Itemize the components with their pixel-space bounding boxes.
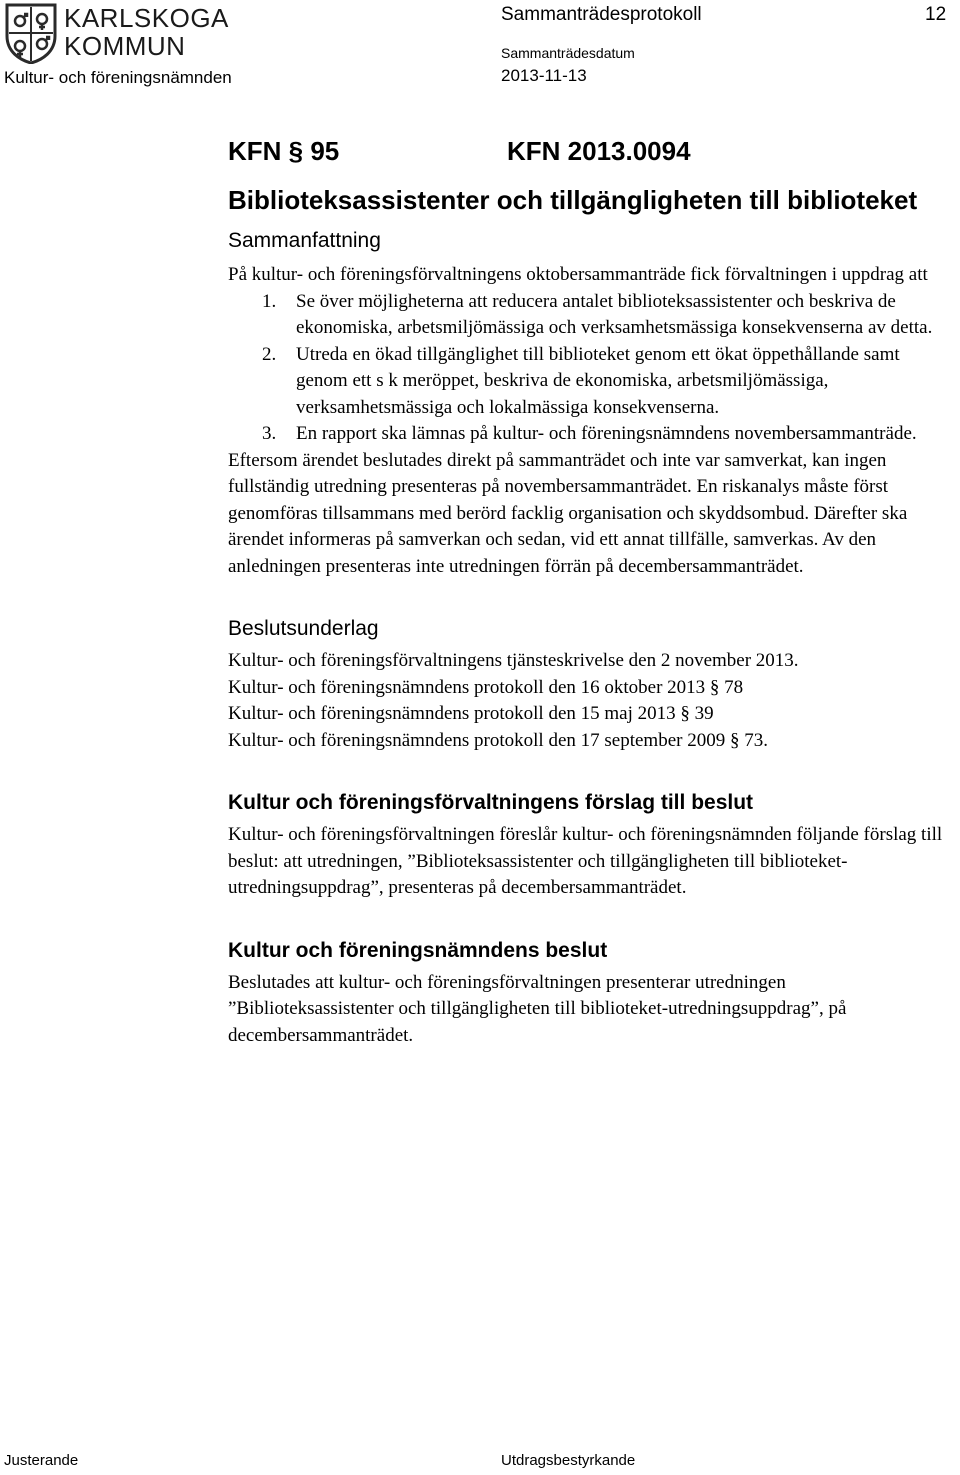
decision-basis-list: [228, 648, 950, 754]
assignment-item: [228, 289, 950, 342]
decision-basis-item: Kultur- och föreningsnämndens protokoll den 15 maj 2013 § 39: [228, 703, 714, 724]
decision-text: Beslutades att kultur- och föreningsförvaltningen presenterar utredningen ”Biblioteksassistenter och tillgängligheten till biblioteket-utredningsuppdrag”, på decembersammanträdet.: [228, 971, 847, 1046]
assignment-text: Utreda en ökad tillgänglighet till biblioteket genom ett ökat öppethållande samt genom ett s k meröppet, beskriva de ekonomiska, arbetsmiljömässiga, verksamhetsmässiga och lokalmässiga konsekvenserna.: [296, 343, 900, 418]
decision-basis-item: Kultur- och föreningsnämndens protokoll den 16 oktober 2013 § 78: [228, 676, 744, 698]
assignment-text: En rapport ska lämnas på kultur- och föreningsnämndens novembersammanträde.: [296, 423, 917, 444]
assignment-text: Se över möjligheterna att reducera antalet biblioteksassistenter och beskriva de ekonomiska, arbetsmiljömässiga och verksamhetsmässiga konsekvenserna av detta.: [296, 290, 933, 338]
footer-certification-label: Utdragsbestyrkande: [501, 1452, 636, 1469]
assignment-item: [228, 421, 950, 448]
document-type: Sammanträdesprotokoll: [501, 4, 702, 25]
decision-basis-item: Kultur- och föreningsnämndens protokoll den 17 september 2009 § 73.: [228, 729, 768, 751]
meeting-date-value: 2013-11-13: [501, 66, 587, 85]
proposal-text: Kultur- och föreningsförvaltningen föreslår kultur- och föreningsnämnden följande förslag till beslut: att utredningen, ”Biblioteksassistenter och tillgängligheten till biblioteket-utredningsuppdrag”, presenteras på decembersammanträdet.: [228, 824, 943, 898]
organization-name: [64, 4, 229, 60]
meeting-date-label: Sammanträdesdatum: [501, 45, 635, 61]
case-number: KFN 2013.0094: [507, 136, 691, 166]
karlskoga-coat-of-arms-logo: [4, 2, 58, 64]
assignment-number: 2.: [262, 343, 277, 365]
committee-name: Kultur- och föreningsnämnden: [4, 68, 232, 87]
assignment-number: 1.: [262, 290, 277, 312]
footer-adjuster-label: Justerande: [4, 1452, 79, 1469]
decision-basis-heading: Beslutsunderlag: [228, 617, 379, 640]
summary-intro: På kultur- och föreningsförvaltningens oktobersammanträde fick förvaltningen i uppdrag att: [228, 264, 928, 285]
summary-body: Eftersom ärendet beslutades direkt på sammanträdet och inte var samverkat, kan ingen fullständig utredning presenteras på novembersammanträdet. En riskanalys måste först genomföras tillsammans med berörd facklig organisation och skyddsombud. Därefter ska ärendet informeras på samverkan och sedan, vid ett annat tillfälle, samverkas. Av den anledningen presenteras inte utredningen förrän på decembersammanträdet.: [228, 449, 908, 577]
section-number: KFN § 95: [228, 136, 340, 166]
case-title: Biblioteksassistenter och tillgängligheten till biblioteket: [228, 185, 918, 215]
organization-name-line-2: KOMMUN: [64, 31, 186, 61]
decision-basis-item: Kultur- och föreningsförvaltningens tjänsteskrivelse den 2 november 2013.: [228, 650, 799, 671]
organization-name-line-1: KARLSKOGA: [64, 3, 229, 33]
page-number: 12: [925, 4, 947, 25]
protocol-content: [228, 136, 950, 1049]
decision-heading: Kultur och föreningsnämndens beslut: [228, 938, 608, 962]
summary-heading: Sammanfattning: [228, 229, 381, 252]
proposal-heading: Kultur och föreningsförvaltningens förslag till beslut: [228, 791, 754, 814]
case-reference-line: [228, 136, 950, 176]
assignment-number: 3.: [262, 423, 277, 444]
assignment-list: [228, 289, 950, 448]
assignment-item: [228, 342, 950, 422]
